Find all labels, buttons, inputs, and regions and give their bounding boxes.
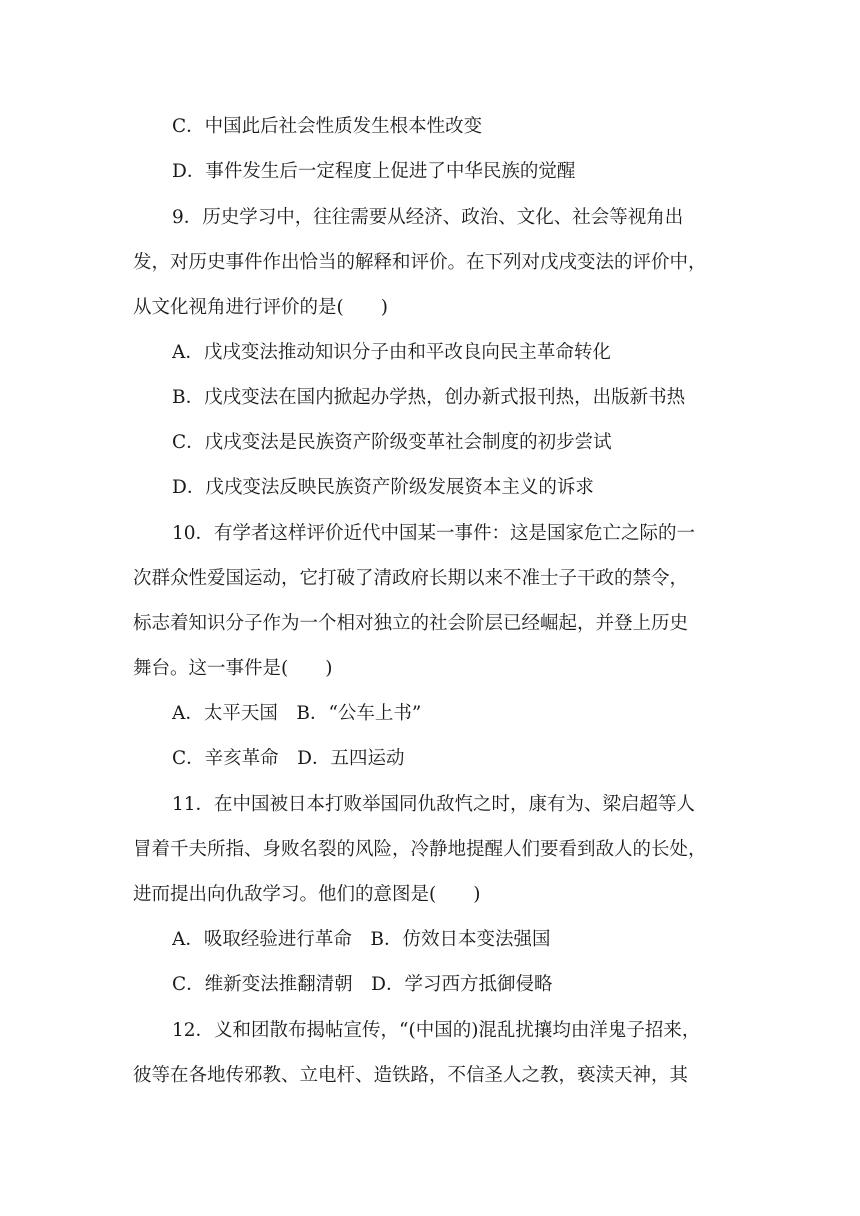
q11-options-ab: A．吸取经验进行革命 B．仿效日本变法强国: [172, 929, 551, 950]
q11-options-cd: C．维新变法推翻清朝 D．学习西方抵御侵略: [172, 974, 553, 995]
q9-stem-line-1: 9．历史学习中，往往需要从经济、政治、文化、社会等视角出: [172, 207, 684, 228]
q10-stem-line-3: 标志着知识分子作为一个相对独立的社会阶层已经崛起，并登上历史: [133, 613, 689, 634]
q8-option-c: C．中国此后社会性质发生根本性改变: [172, 116, 483, 137]
q12-stem-line-2: 彼等在各地传邪教、立电杆、造铁路，不信圣人之教，亵渎天神，其: [133, 1065, 689, 1086]
q11-stem-line-1: 11．在中国被日本打败举国同仇敌忾之时，康有为、梁启超等人: [172, 794, 696, 815]
q10-stem-line-1: 10．有学者这样评价近代中国某一事件：这是国家危亡之际的一: [172, 523, 696, 544]
q10-options-ab: A．太平天国 B．“公车上书”: [172, 703, 422, 724]
q11-stem-line-2: 冒着千夫所指、身败名裂的风险，冷静地提醒人们要看到敌人的长处，: [133, 839, 707, 860]
q10-stem-line-2: 次群众性爱国运动，它打破了清政府长期以来不准士子干政的禁令，: [133, 568, 689, 589]
q9-stem-line-3: 从文化视角进行评价的是( ): [133, 297, 388, 318]
q9-option-a: A．戊戌变法推动知识分子由和平改良向民主革命转化: [172, 342, 611, 363]
q9-option-c: C．戊戌变法是民族资产阶级变革社会制度的初步尝试: [172, 432, 612, 453]
q8-option-d: D．事件发生后一定程度上促进了中华民族的觉醒: [172, 161, 576, 182]
q12-stem-line-1: 12．义和团散布揭帖宣传，“(中国的)混乱扰攘均由洋鬼子招来，: [172, 1020, 701, 1041]
q10-options-cd: C．辛亥革命 D．五四运动: [172, 748, 405, 769]
q10-stem-line-4: 舞台。这一事件是( ): [133, 658, 333, 679]
q9-option-b: B．戊戌变法在国内掀起办学热，创办新式报刊热，出版新书热: [172, 387, 686, 408]
q11-stem-line-3: 进而提出向仇敌学习。他们的意图是( ): [133, 884, 481, 905]
q9-option-d: D．戊戌变法反映民族资产阶级发展资本主义的诉求: [172, 477, 594, 498]
q9-stem-line-2: 发，对历史事件作出恰当的解释和评价。在下列对戊戌变法的评价中，: [133, 252, 707, 273]
